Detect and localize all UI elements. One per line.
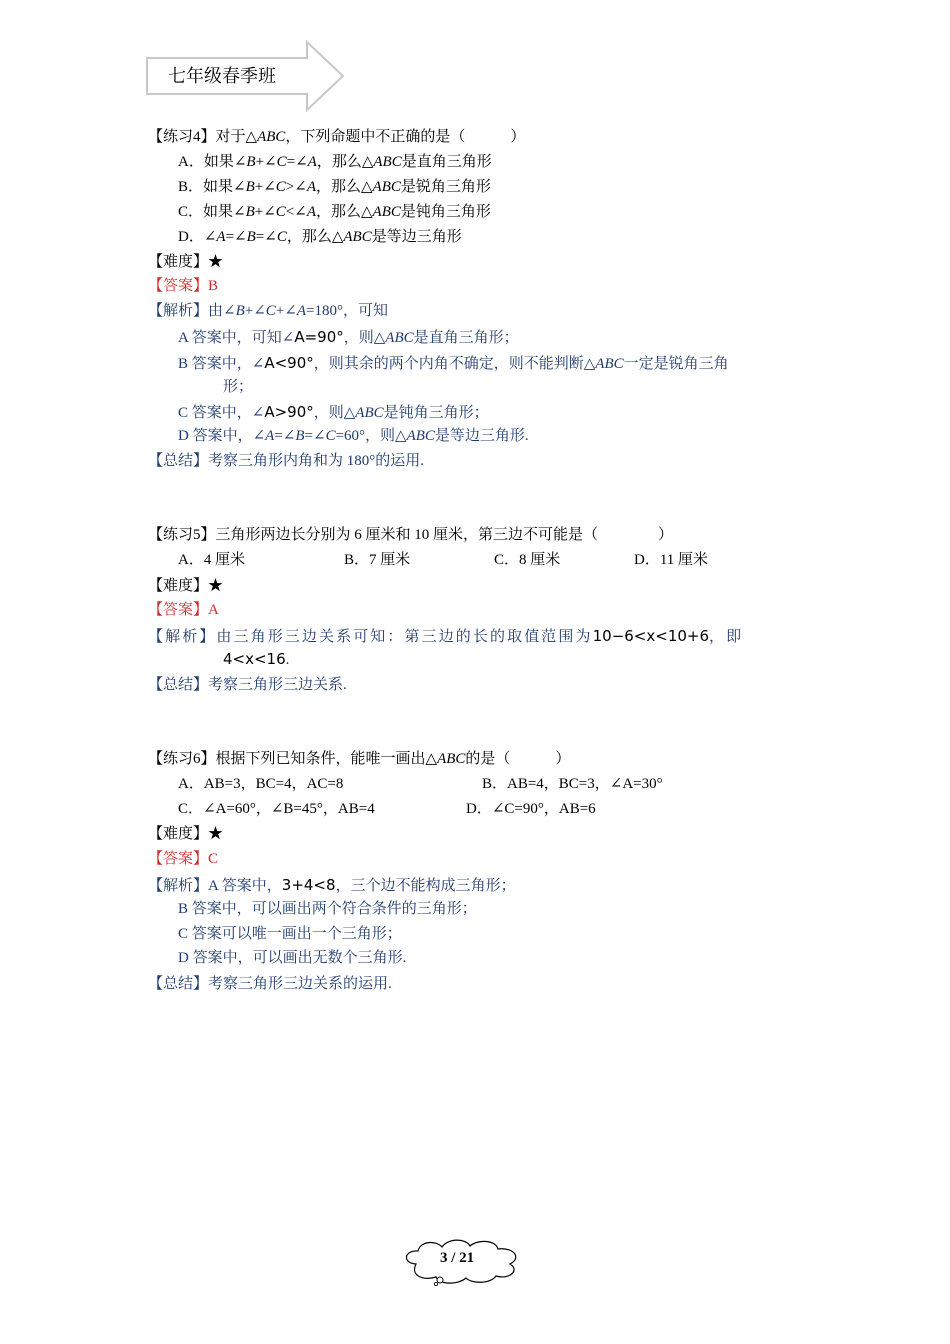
banner-title: 七年级春季班 — [168, 66, 276, 87]
ex4-question: 【练习4】对于△ABC，下列命题中不正确的是（ ） — [148, 129, 526, 145]
star-icon: ★ — [208, 826, 224, 842]
ex5-option-c: C．8 厘米 — [494, 552, 561, 568]
ex5-summary: 【总结】考察三角形三边关系. — [148, 677, 347, 693]
ex4-analysis-line3: B 答案中，∠A<90°，则其余的两个内角不确定，则不能判断△ABC一定是锐角三角 — [178, 354, 729, 372]
ex4-summary: 【总结】考察三角形内角和为 180°的运用. — [148, 453, 425, 469]
page-number: 3 / 21 — [440, 1250, 475, 1266]
ex4-answer: 【答案】B — [148, 278, 219, 294]
ex4-analysis-line3-cont: 形； — [223, 379, 254, 395]
ex5-question: 【练习5】三角形两边长分别为 6 厘米和 10 厘米，第三边不可能是（ ） — [148, 527, 674, 543]
ex5-difficulty: 【难度】★ — [148, 578, 224, 594]
ex4-analysis-line4: C 答案中，∠A>90°，则△ABC是钝角三角形； — [178, 403, 489, 421]
ex6-option-b: B．AB=4，BC=3，∠A=30° — [482, 776, 663, 792]
ex5-option-d: D．11 厘米 — [634, 552, 709, 568]
star-icon: ★ — [208, 254, 224, 270]
ex6-difficulty: 【难度】★ — [148, 826, 224, 842]
ex5-answer: 【答案】A — [148, 602, 219, 618]
ex6-analysis-line2: B 答案中，可以画出两个符合条件的三角形； — [178, 901, 477, 917]
ex6-option-a: A．AB=3，BC=4，AC=8 — [178, 776, 344, 792]
ex6-option-c: C．∠A=60°，∠B=45°，AB=4 — [178, 801, 375, 817]
ex6-question: 【练习6】根据下列已知条件，能唯一画出△ABC的是（ ） — [148, 751, 571, 767]
ex4-option-b: B．如果∠B+∠C>∠A，那么△ABC是锐角三角形 — [178, 179, 491, 195]
ex4-option-d: D．∠A=∠B=∠C，那么△ABC是等边三角形 — [178, 229, 462, 245]
ex6-summary: 【总结】考察三角形三边关系的运用. — [148, 976, 392, 992]
ex5-option-a: A．4 厘米 — [178, 552, 246, 568]
ex6-option-d: D．∠C=90°，AB=6 — [466, 801, 596, 817]
star-icon: ★ — [208, 578, 224, 594]
ex4-option-a: A．如果∠B+∠C=∠A，那么△ABC是直角三角形 — [178, 154, 492, 170]
ex4-analysis-line1: 【解析】由∠B+∠C+∠A=180°，可知 — [148, 303, 388, 319]
ex5-analysis-line2: 4<x<16. — [223, 650, 290, 668]
ex4-analysis-line2: A 答案中，可知∠A=90°，则△ABC是直角三角形； — [178, 328, 519, 346]
ex5-option-b: B．7 厘米 — [344, 552, 411, 568]
ex5-analysis-line1: 【解析】由三角形三边关系可知：第三边的长的取值范围为10−6<x<10+6，即 — [148, 627, 744, 645]
ex4-analysis-line5: D 答案中，∠A=∠B=∠C=60°，则△ABC是等边三角形. — [178, 428, 529, 444]
ex6-analysis-line4: D 答案中，可以画出无数个三角形. — [178, 950, 407, 966]
ex4-option-c: C．如果∠B+∠C<∠A，那么△ABC是钝角三角形 — [178, 204, 491, 220]
ex6-answer: 【答案】C — [148, 851, 219, 867]
ex4-difficulty: 【难度】★ — [148, 254, 224, 270]
ex6-analysis-line3: C 答案可以唯一画出一个三角形； — [178, 926, 402, 942]
ex6-analysis-line1: 【解析】A 答案中，3+4<8，三个边不能构成三角形； — [148, 876, 516, 894]
